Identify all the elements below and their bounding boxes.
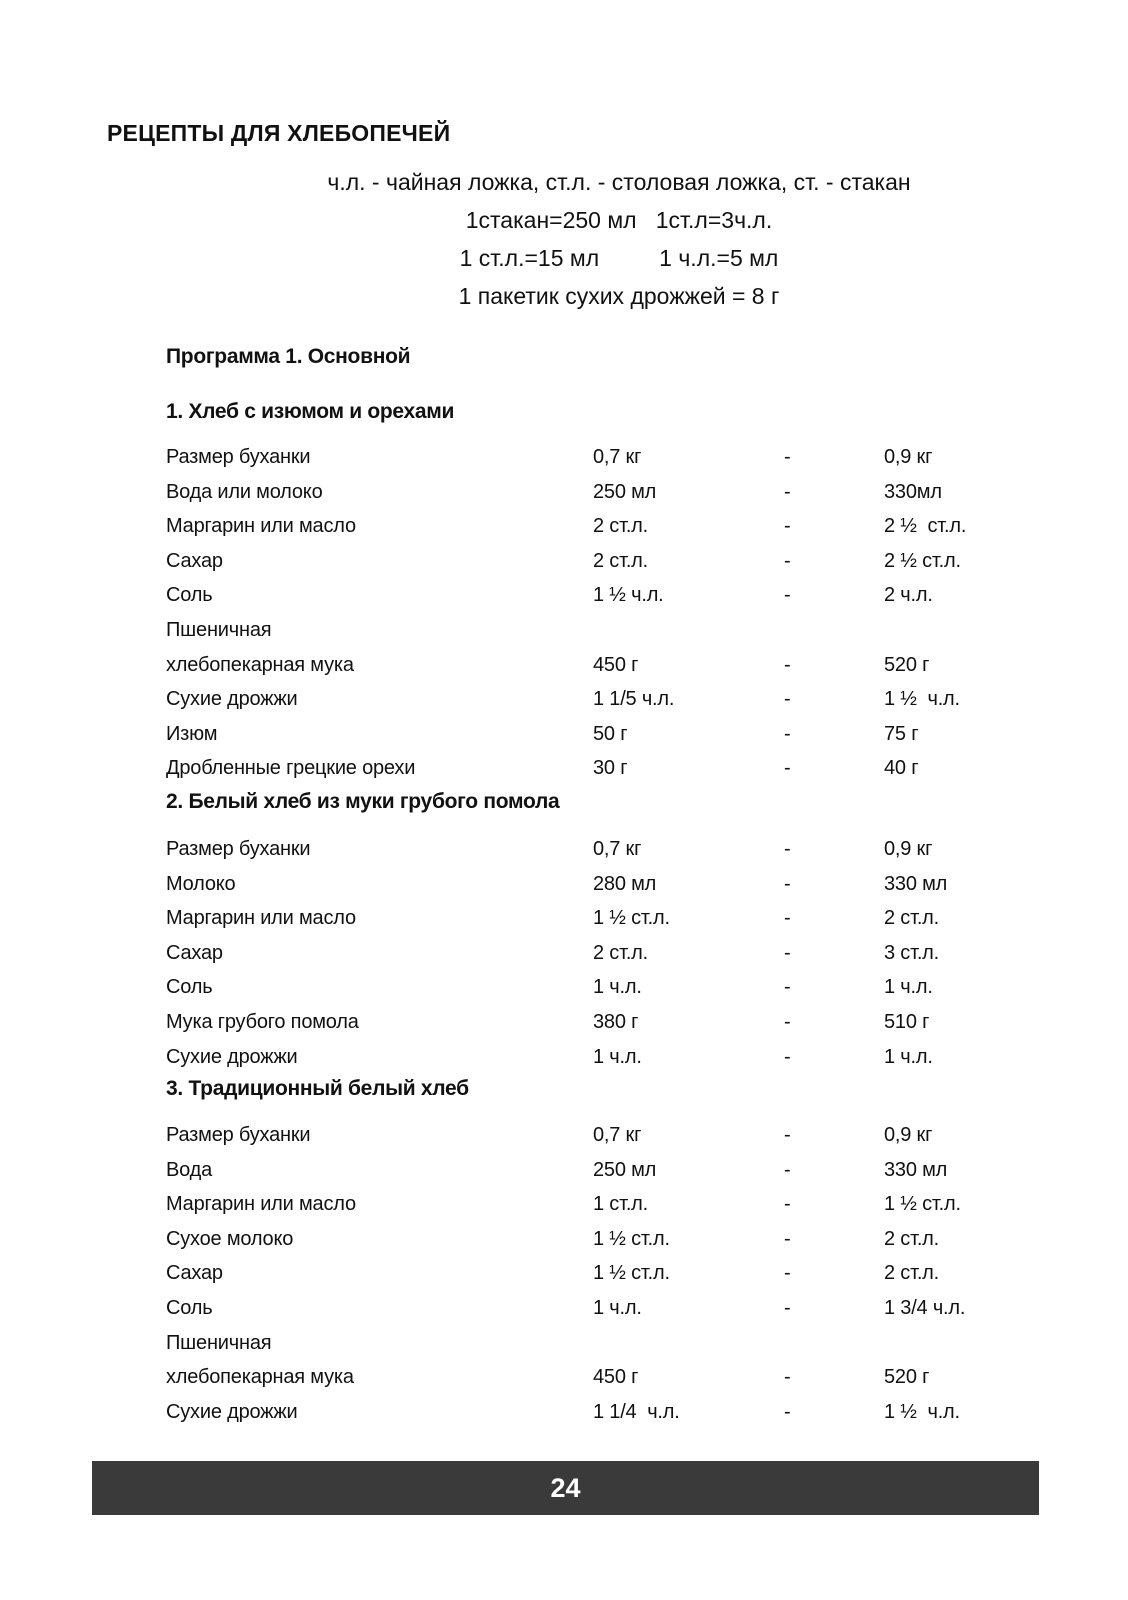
amount-small-loaf: 1 ст.л.	[593, 1193, 649, 1216]
amount-large-loaf: 2 ст.л.	[884, 1227, 940, 1250]
range-dash: -	[784, 1366, 791, 1389]
recipe-ingredients-table	[166, 832, 996, 1074]
measurement-legend	[0, 163, 1128, 315]
ingredient-row	[166, 1360, 996, 1395]
ingredient-name: Изюм	[166, 722, 218, 745]
ingredient-name: Мука грубого помола	[166, 1010, 359, 1033]
amount-small-loaf: 1 ч.л.	[593, 1045, 642, 1068]
amount-small-loaf: 2 ст.л.	[593, 549, 649, 572]
amount-large-loaf: 510 г	[884, 1010, 930, 1033]
page-footer	[92, 1461, 1039, 1515]
ingredient-name: хлебопекарная мука	[166, 653, 354, 676]
ingredient-row	[166, 1153, 996, 1188]
amount-small-loaf: 450 г	[593, 1366, 639, 1389]
range-dash: -	[784, 446, 791, 468]
ingredient-name: Дробленные грецкие орехи	[166, 757, 416, 780]
ingredient-row	[166, 1326, 996, 1361]
amount-small-loaf: 1 ½ ст.л.	[593, 907, 670, 930]
ingredient-row	[166, 936, 996, 971]
amount-large-loaf: 1 ½ ч.л.	[884, 688, 960, 711]
recipe-title: 1. Хлеб с изюмом и орехами	[166, 400, 455, 423]
amount-large-loaf: 2 ст.л.	[884, 907, 940, 930]
ingredient-name: Размер буханки	[166, 1124, 311, 1146]
range-dash: -	[784, 584, 791, 607]
amount-small-loaf: 280 мл	[593, 872, 657, 895]
amount-large-loaf: 0,9 кг	[884, 838, 933, 860]
amount-small-loaf: 450 г	[593, 653, 639, 676]
amount-large-loaf: 1 ½ ч.л.	[884, 1400, 960, 1423]
amount-large-loaf: 75 г	[884, 722, 919, 745]
ingredient-name: Сухое молоко	[166, 1227, 294, 1250]
ingredient-row	[166, 1005, 996, 1040]
ingredient-row	[166, 751, 996, 786]
ingredient-row	[166, 1222, 996, 1257]
amount-small-loaf: 1 ½ ст.л.	[593, 1227, 670, 1250]
amount-small-loaf: 1 1/4 ч.л.	[593, 1400, 680, 1423]
amount-small-loaf: 250 мл	[593, 480, 657, 503]
ingredient-name: Маргарин или масло	[166, 1193, 356, 1216]
amount-small-loaf: 2 ст.л.	[593, 515, 649, 538]
ingredient-row	[166, 682, 996, 717]
range-dash: -	[784, 1400, 791, 1423]
amount-large-loaf: 330мл	[884, 480, 942, 503]
range-dash: -	[784, 1158, 791, 1181]
ingredient-row	[166, 544, 996, 579]
amount-small-loaf: 50 г	[593, 722, 628, 745]
amount-small-loaf: 250 мл	[593, 1158, 657, 1181]
legend-conversion-ml	[0, 239, 1128, 277]
ingredient-row	[166, 1040, 996, 1075]
ingredient-row	[166, 440, 996, 475]
amount-small-loaf: 1 1/5 ч.л.	[593, 688, 675, 711]
ingredient-row	[166, 613, 996, 648]
ingredient-row	[166, 901, 996, 936]
amount-large-loaf: 1 ч.л.	[884, 1045, 933, 1068]
ingredient-name: Размер буханки	[166, 838, 311, 860]
legend-yeast: 1 пакетик сухих дрожжей = 8 г	[458, 283, 780, 309]
ingredient-name: Молоко	[166, 872, 236, 895]
recipe-title: 3. Традиционный белый хлеб	[166, 1077, 469, 1100]
range-dash: -	[784, 515, 791, 538]
ingredient-name: Пшеничная	[166, 618, 272, 641]
ingredient-row	[166, 1291, 996, 1326]
amount-large-loaf: 2 ½ ст.л.	[884, 515, 967, 538]
range-dash: -	[784, 872, 791, 895]
range-dash: -	[784, 1296, 791, 1319]
ingredient-name: Сахар	[166, 941, 223, 964]
amount-large-loaf: 0,9 кг	[884, 1124, 933, 1146]
amount-small-loaf: 1 ч.л.	[593, 1296, 642, 1319]
amount-small-loaf: 2 ст.л.	[593, 941, 649, 964]
range-dash: -	[784, 1010, 791, 1033]
amount-large-loaf: 1 ½ ст.л.	[884, 1193, 961, 1216]
recipe-ingredients-table	[166, 1118, 996, 1429]
amount-small-loaf: 0,7 кг	[593, 838, 642, 860]
amount-large-loaf: 2 ст.л.	[884, 1262, 940, 1285]
amount-small-loaf: 0,7 кг	[593, 446, 642, 468]
ingredient-name: Маргарин или масло	[166, 907, 356, 930]
ingredient-name: Соль	[166, 584, 213, 607]
ingredient-name: Сухие дрожжи	[166, 1400, 298, 1423]
ingredient-row	[166, 867, 996, 902]
amount-large-loaf: 330 мл	[884, 1158, 948, 1181]
amount-large-loaf: 2 ч.л.	[884, 584, 933, 607]
ingredient-name: Размер буханки	[166, 446, 311, 468]
ingredient-name: Вода или молоко	[166, 480, 323, 503]
amount-large-loaf: 40 г	[884, 757, 919, 780]
legend-teaspoon-ml: 1 ч.л.=5 мл	[659, 245, 779, 271]
amount-small-loaf: 30 г	[593, 757, 628, 780]
ingredient-name: Сухие дрожжи	[166, 1045, 298, 1068]
ingredient-row	[166, 832, 996, 867]
range-dash: -	[784, 1262, 791, 1285]
ingredient-name: Сухие дрожжи	[166, 688, 298, 711]
range-dash: -	[784, 1193, 791, 1216]
amount-small-loaf: 1 ½ ч.л.	[593, 584, 664, 607]
range-dash: -	[784, 838, 791, 860]
ingredient-name: хлебопекарная мука	[166, 1366, 354, 1389]
ingredient-name: Соль	[166, 976, 213, 999]
ingredient-row	[166, 717, 996, 752]
amount-small-loaf: 0,7 кг	[593, 1124, 642, 1146]
page-number: 24	[550, 1473, 581, 1503]
ingredient-row	[166, 509, 996, 544]
range-dash: -	[784, 1124, 791, 1146]
amount-large-loaf: 2 ½ ст.л.	[884, 549, 961, 572]
ingredient-name: Сахар	[166, 1262, 223, 1285]
range-dash: -	[784, 480, 791, 503]
amount-large-loaf: 1 3/4 ч.л.	[884, 1296, 966, 1319]
legend-tablespoon-ml: 1 ст.л.=15 мл	[459, 245, 600, 271]
ingredient-row	[166, 648, 996, 683]
amount-large-loaf: 520 г	[884, 1366, 930, 1389]
amount-small-loaf: 380 г	[593, 1010, 639, 1033]
legend-abbreviations: ч.л. - чайная ложка, ст.л. - столовая ложка, ст. - стакан	[327, 169, 911, 195]
ingredient-row	[166, 1256, 996, 1291]
range-dash: -	[784, 1227, 791, 1250]
range-dash: -	[784, 722, 791, 745]
recipe-ingredients-table	[166, 440, 996, 786]
amount-large-loaf: 330 мл	[884, 872, 948, 895]
ingredient-name: Пшеничная	[166, 1331, 272, 1354]
range-dash: -	[784, 976, 791, 999]
range-dash: -	[784, 941, 791, 964]
amount-small-loaf: 1 ч.л.	[593, 976, 642, 999]
amount-large-loaf: 1 ч.л.	[884, 976, 933, 999]
ingredient-name: Вода	[166, 1158, 213, 1181]
amount-large-loaf: 520 г	[884, 653, 930, 676]
ingredient-row	[166, 475, 996, 510]
ingredient-row	[166, 970, 996, 1005]
range-dash: -	[784, 549, 791, 572]
ingredient-name: Соль	[166, 1296, 213, 1319]
range-dash: -	[784, 688, 791, 711]
range-dash: -	[784, 653, 791, 676]
range-dash: -	[784, 757, 791, 780]
range-dash: -	[784, 907, 791, 930]
amount-small-loaf: 1 ½ ст.л.	[593, 1262, 670, 1285]
ingredient-row	[166, 578, 996, 613]
ingredient-name: Маргарин или масло	[166, 515, 356, 538]
program-title: Программа 1. Основной	[166, 345, 411, 368]
recipe-title: 2. Белый хлеб из муки грубого помола	[166, 790, 560, 813]
legend-conversion-cup-spoon: 1стакан=250 мл 1ст.л=3ч.л.	[465, 207, 773, 233]
ingredient-name: Сахар	[166, 549, 223, 572]
page-title: РЕЦЕПТЫ ДЛЯ ХЛЕБОПЕЧЕЙ	[107, 120, 451, 146]
ingredient-row	[166, 1395, 996, 1430]
ingredient-row	[166, 1187, 996, 1222]
amount-large-loaf: 3 ст.л.	[884, 941, 940, 964]
range-dash: -	[784, 1045, 791, 1068]
amount-large-loaf: 0,9 кг	[884, 446, 933, 468]
ingredient-row	[166, 1118, 996, 1153]
